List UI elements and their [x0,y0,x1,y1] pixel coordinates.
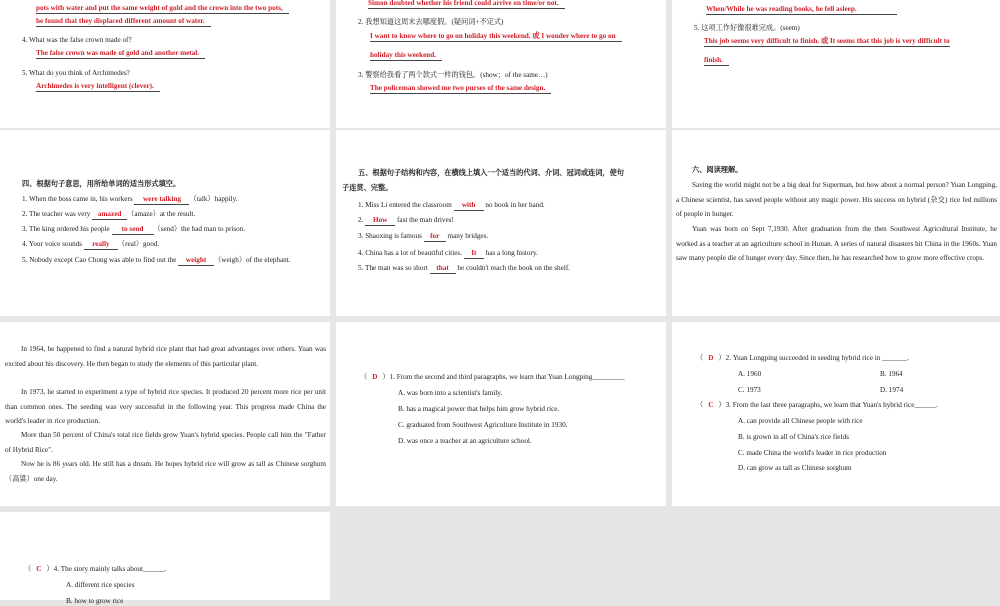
option: C. made China the world's leader in rice production [738,449,887,457]
exercise-item: 5. Nobody except Cao Chong was able to find out the weight （weigh）of the elephant. [22,256,291,264]
exercise-item: 2. The teacher was very amazed （amaze）at the result. [22,210,196,218]
section-title: 四、根据句子意思，用所给单词的适当形式填空。 [22,180,181,188]
passage-paragraph: Now he is 86 years old. He still has a dream. He hopes hybrid rice will grow as tall as Chinese sorghum（高粱）one day. [5,460,326,483]
panel-reading-question-1 [336,322,666,506]
panel-reading-passage-2 [0,322,330,506]
panel-reading-questions-2-3 [672,322,1000,506]
passage-paragraph: Saving the world might not be a big deal for Superman, but how about a normal person? Yuan Longping, a Chinese scientist, has saved people without any magic power. His success on hybrid (杂交) rice fed millions of people in hunger. [676,181,997,218]
question-stem: （ D ）1. From the second and third paragraphs, we learn that Yuan Longping_________ [360,373,625,381]
answer-blank: that [430,263,456,274]
panel-reading-question-4 [0,512,330,605]
answer-letter: D [708,354,714,362]
question-text: 3. 警察给我看了两个款式一样的钱包。(show；of the same…) [358,71,548,79]
panel-translation-answers-1 [0,0,330,128]
option: A. can provide all Chinese people with rice [738,417,863,425]
passage-paragraph: More than 50 percent of China's total rice fields grow Yuan's hybrid species. People call him the "Father of Hybrid Rice". [5,431,326,454]
answer-letter: C [708,401,714,409]
answer-letter: D [372,373,378,381]
answer-blank: weight [178,255,214,266]
answer-blank: were talking [134,194,189,205]
panel-word-form-exercise [0,130,330,316]
answer-blank: amazed [92,209,127,220]
answer-line: pots with water and put the same weight of gold and the crown into the two pots, [36,3,289,14]
exercise-item: 5. The man was so short that he couldn't reach the book on the shelf. [358,264,571,272]
section-title: 五、根据句子结构和内容，在横线上填入一个适当的代词、介词、冠词或连词，使句 [358,169,624,177]
question-text: 5. What do you think of Archimedes? [22,69,130,77]
option: B. is grown in all of China's rice fields [738,433,849,441]
answer-line: finish. [704,55,729,66]
panel-reading-passage-1 [672,130,1000,316]
option: D. can grow as tall as Chinese sorghum [738,464,852,472]
question-text: 5. 这项工作好像很难完成。(seem) [694,24,800,32]
question-text: 2. 我想知道这周末去哪度假。(疑问词+不定式) [358,18,504,26]
answer-blank: really [84,239,118,250]
answer-line: When/While he was reading books, he fell asleep. [706,4,897,15]
answer-blank: with [454,200,484,211]
panel-translation-answers-3 [672,0,1000,128]
answer-line: holiday this weekend. [370,50,442,61]
answer-line: Archimedes is very intelligent (clever). [36,81,160,92]
section-title: 六、阅读理解。 [692,166,743,174]
answer-blank: It [464,248,484,259]
option: A. different rice species [66,581,135,589]
answer-line: This job seems very difficult to finish. 或 It seems that this job is very difficult to [704,37,950,45]
passage-paragraph: Yuan was born on Sept 7,1930. After graduation from the then Southwest Agricultural Institute, he worked as a teacher at an agriculture school in Hunan. A series of natural disasters hit China in the 1960s. Yuan saw many people die of hunger every day. Since then, he has researched how to grow more effective crops. [676,225,997,262]
answer-blank: to send [112,224,154,235]
option: D. was once a teacher at an agriculture school. [398,437,532,445]
option: B. has a magical power that helps him grow hybrid rice. [398,405,560,413]
answer-line: he found that they displaced different amount of water. [36,16,211,27]
question-text: 4. What was the false crown made of? [22,36,132,44]
answer-blank: for [424,231,446,242]
option: C. 1973 [738,386,761,394]
exercise-item: 4. Your voice sounds really （real）good. [22,240,160,248]
answer-line: The false crown was made of gold and another metal. [36,48,205,59]
question-stem: （ C ）3. From the last three paragraphs, we learn that Yuan's hybrid rice______. [696,401,938,409]
panel-translation-answers-2 [336,0,666,128]
answer-line: I want to know where to go on holiday this weekend. 或 I wonder where to go on [370,31,622,42]
answer-line: The policeman showed me two purses of the same design. [370,83,551,94]
option: B. how to grow rice [66,597,124,605]
section-title: 子连贯、完整。 [342,184,393,192]
answer-blank: How [365,215,395,226]
panel-fill-blank-exercise [336,130,666,316]
question-stem: （ C ）4. The story mainly talks about______. [24,565,167,573]
exercise-item: 1. Miss Li entered the classroom with no book in her hand. [358,201,545,209]
question-stem: （ D ）2. Yuan Longping succeeded in seeding hybrid rice in _______. [696,354,910,362]
option: C. graduated from Southwest Agriculture Institute in 1930. [398,421,568,429]
exercise-item: 3. The king ordered his people to send （send）the bad man to prison. [22,225,246,233]
exercise-item: 2. How fast the man drives! [358,216,454,224]
passage-paragraph: In 1973, he started to experiment a type of hybrid rice species. It produced 20 percent more rice per unit than common ones. The seeding was very successful in the following year. This progress made China the world's leader in rice production. [5,388,326,425]
option: D. 1974 [880,386,904,394]
exercise-item: 3. Shaoxing is famous for many bridges. [358,232,489,240]
option: A. was born into a scientist's family. [398,389,503,397]
exercise-item: 1. When the boss came in, his workers were talking （talk）happily. [22,195,238,203]
answer-line: Simon doubted whether his friend could arrive on time/or not. [368,0,565,9]
option: B. 1964 [880,370,903,378]
option: A. 1960 [738,370,762,378]
exercise-item: 4. China has a lot of beautiful cities. It has a long history. [358,249,538,257]
passage-paragraph: In 1964, he happened to find a natural hybrid rice plant that had great advantages over others. Yuan was excited about his discovery. He then began to study the elements of this particular plant. [5,345,326,368]
answer-letter: C [36,565,42,573]
